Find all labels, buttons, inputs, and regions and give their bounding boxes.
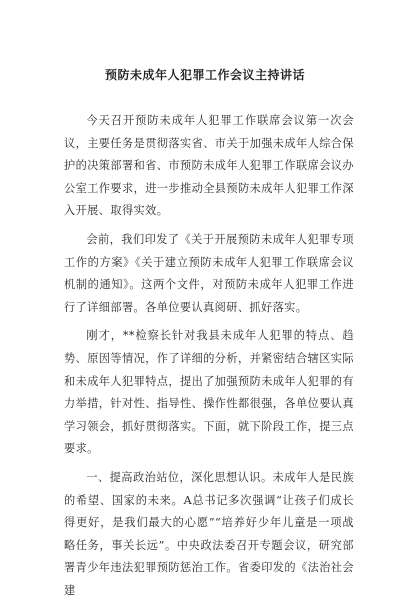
paragraph-3: 刚才，**检察长针对我县未成年人犯罪的特点、趋势、原因等情况，作了详细的分析，并紧密结合辖区实际和未成年人犯罪特点，提出了加强预防未成年人犯罪的有力举措，针对性、指导性、操作性都很强，各单位要认真学习领会，抓好贯彻落实。下面，就下阶段工作，提三点要求。 bbox=[64, 329, 354, 456]
document-body bbox=[64, 110, 354, 608]
paragraph-4: 一、提高政治站位，深化思想认识。未成年人是民族的希望、国家的未来。A总书记多次强调“让孩子们成长得更好，是我们最大的心愿”“培养好少年儿童是一项战略任务，事关长远”。中央政法委召开专题会议，研究部署青少年违法犯罪预防惩治工作。省委印发的《法治社会建 bbox=[64, 470, 354, 597]
paragraph-2: 会前，我们印发了《关于开展预防未成年人犯罪专项工作的方案》《关于建立预防未成年人犯罪工作联席会议机制的通知》。这两个文件，对预防未成年人犯罪工作进行了详细部署。各单位要认真阅研、抓好落实。 bbox=[64, 232, 354, 314]
document-title: 预防未成年人犯罪工作会议主持讲话 bbox=[104, 68, 305, 82]
paragraph-1: 今天召开预防未成年人犯罪工作联席会议第一次会议，主要任务是贯彻落实省、市关于加强未成年人综合保护的决策部署和省、市预防未成年人犯罪工作联席会议办公室工作要求，进一步推动全县预防未成年人犯罪工作深入开展、取得实效。 bbox=[64, 114, 354, 218]
